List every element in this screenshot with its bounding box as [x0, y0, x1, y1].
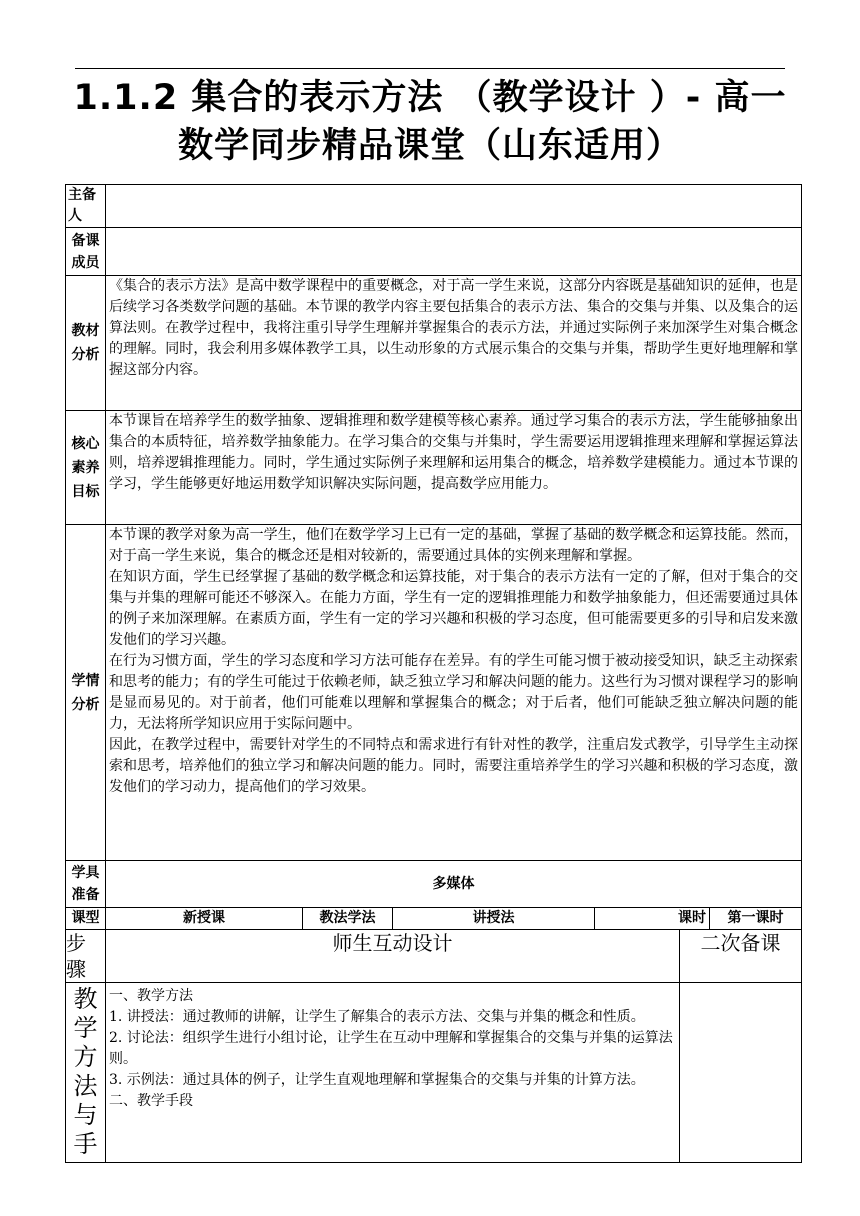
- xueqing-para-4: 因此，在教学过程中，需要针对学生的不同特点和需求进行有针对性的教学，注重启发式教学，引导学生主动探索和思考，培养他们的独立学习和解决问题的能力。同时，需要注重培养学生的学习兴趣和积极的学习态度，激发他们的学习动力，提高他们的学习效果。: [109, 737, 798, 795]
- value-kexing: 新授课: [106, 908, 303, 930]
- value-method: 讲授法: [393, 908, 595, 930]
- method-line: 1. 讲授法：通过教师的讲解，让学生了解集合的表示方法、交集与并集的概念和性质。: [109, 1009, 645, 1025]
- value-jiaocai: [106, 276, 802, 411]
- label-xueju: 学具准备: [66, 861, 106, 908]
- method-line: 二、教学手段: [109, 1093, 193, 1109]
- xueqing-para-3: 在行为习惯方面，学生的学习态度和学习方法可能存在差异。有的学生可能习惯于被动接受知识，缺乏主动探索和思考的能力；有的学生可能过于依赖老师，缺乏独立学习和解决问题的能力。这些行为习惯对课程学习的影响是显而易见的。对于前者，他们可能难以理解和掌握集合的概念；对于后者，他们可能缺乏独立解决问题的能力，无法将所学知识应用于实际问题中。: [109, 653, 798, 732]
- xueqing-para-1: 本节课的教学对象为高一学生，他们在数学学习上已有一定的基础，掌握了基础的数学概念和运算技能。然而，对于高一学生来说，集合的概念还是相对较新的，需要通过具体的实例来理解和掌握。: [109, 527, 798, 564]
- jiaocai-text: 《集合的表示方法》是高中数学课程中的重要概念，对于高一学生来说，这部分内容既是基础知识的延伸，也是后续学习各类数学问题的基础。本节课的教学内容主要包括集合的表示方法、集合的交集与并集、以及集合的运算法则。在教学过程中，我将注重引导学生理解并掌握集合的表示方法，并通过实际例子来加深学生对集合概念的理解。同时，我会利用多媒体教学工具，以生动形象的方式展示集合的交集与并集，帮助学生更好地理解和掌握这部分内容。: [109, 278, 798, 378]
- method-side-label: [66, 983, 106, 1163]
- side-char: 学: [73, 1014, 98, 1042]
- lesson-plan-table: [65, 184, 802, 1163]
- label-steps: 步骤: [66, 930, 106, 983]
- value-hexin: [106, 411, 802, 525]
- row-jiaocai: [66, 276, 802, 411]
- header-rule: [75, 68, 785, 69]
- method-line: 一、教学方法: [109, 988, 193, 1004]
- label-xueqing: 学情分析: [66, 525, 106, 861]
- side-char: 手: [73, 1130, 98, 1158]
- header-second: 二次备课: [680, 930, 802, 983]
- hexin-text: 本节课旨在培养学生的数学抽象、逻辑推理和数学建模等核心素养。通过学习集合的表示方法，学生能够抽象出集合的本质特征，培养数学抽象能力。在学习集合的交集与并集时，学生需要运用逻辑推理来理解和掌握运算法则，培养逻辑推理能力。同时，学生通过实际例子来理解和运用集合的概念，培养数学建模能力。通过本节课的学习，学生能够更好地运用数学知识解决实际问题，提高数学应用能力。: [109, 413, 798, 492]
- document-title: 1.1.2 集合的表示方法 （教学设计 ）- 高一数学同步精品课堂（山东适用）: [73, 78, 787, 166]
- value-period: 第一课时: [710, 908, 802, 930]
- row-zhubei: [66, 185, 802, 228]
- value-zhubei: [106, 185, 802, 228]
- label-jiaocai: 教材分析: [66, 276, 106, 411]
- row-method-section: [66, 983, 802, 1163]
- row-kexing: [66, 908, 802, 930]
- label-period: 课时: [595, 908, 710, 930]
- label-kexing: 课型: [66, 908, 106, 930]
- row-hexin: [66, 411, 802, 525]
- method-line: 2. 讨论法：组织学生进行小组讨论，让学生在互动中理解和掌握集合的交集与并集的运算法则。: [109, 1030, 673, 1067]
- method-content: [106, 983, 680, 1163]
- value-xueqing: [106, 525, 802, 861]
- row-xueqing: [66, 525, 802, 861]
- method-line: 3. 示例法：通过具体的例子，让学生直观地理解和掌握集合的交集与并集的计算方法。: [109, 1072, 645, 1088]
- row-xueju: [66, 861, 802, 908]
- value-xueju: 多媒体: [106, 861, 802, 908]
- label-hexin: 核心素养目标: [66, 411, 106, 525]
- side-char: 与: [73, 1101, 98, 1129]
- side-char: 教: [73, 985, 98, 1013]
- label-beike: 备课成员: [66, 228, 106, 276]
- side-char: 法: [73, 1072, 98, 1100]
- label-method: 教法学法: [303, 908, 393, 930]
- side-char: 方: [73, 1043, 98, 1071]
- row-steps-header: [66, 930, 802, 983]
- second-prep-cell: [680, 983, 802, 1163]
- value-beike: [106, 228, 802, 276]
- header-design: 师生互动设计: [106, 930, 680, 983]
- row-beike: [66, 228, 802, 276]
- label-zhubei: 主备人: [66, 185, 106, 228]
- xueqing-para-2: 在知识方面，学生已经掌握了基础的数学概念和运算技能，对于集合的表示方法有一定的了解，但对于集合的交集与并集的理解可能还不够深入。在能力方面，学生有一定的逻辑推理能力和数学抽象能力，但还需要通过具体的例子来加深理解。在素质方面，学生有一定的学习兴趣和积极的学习态度，但可能需要更多的引导和启发来激发他们的学习兴趣。: [109, 569, 798, 648]
